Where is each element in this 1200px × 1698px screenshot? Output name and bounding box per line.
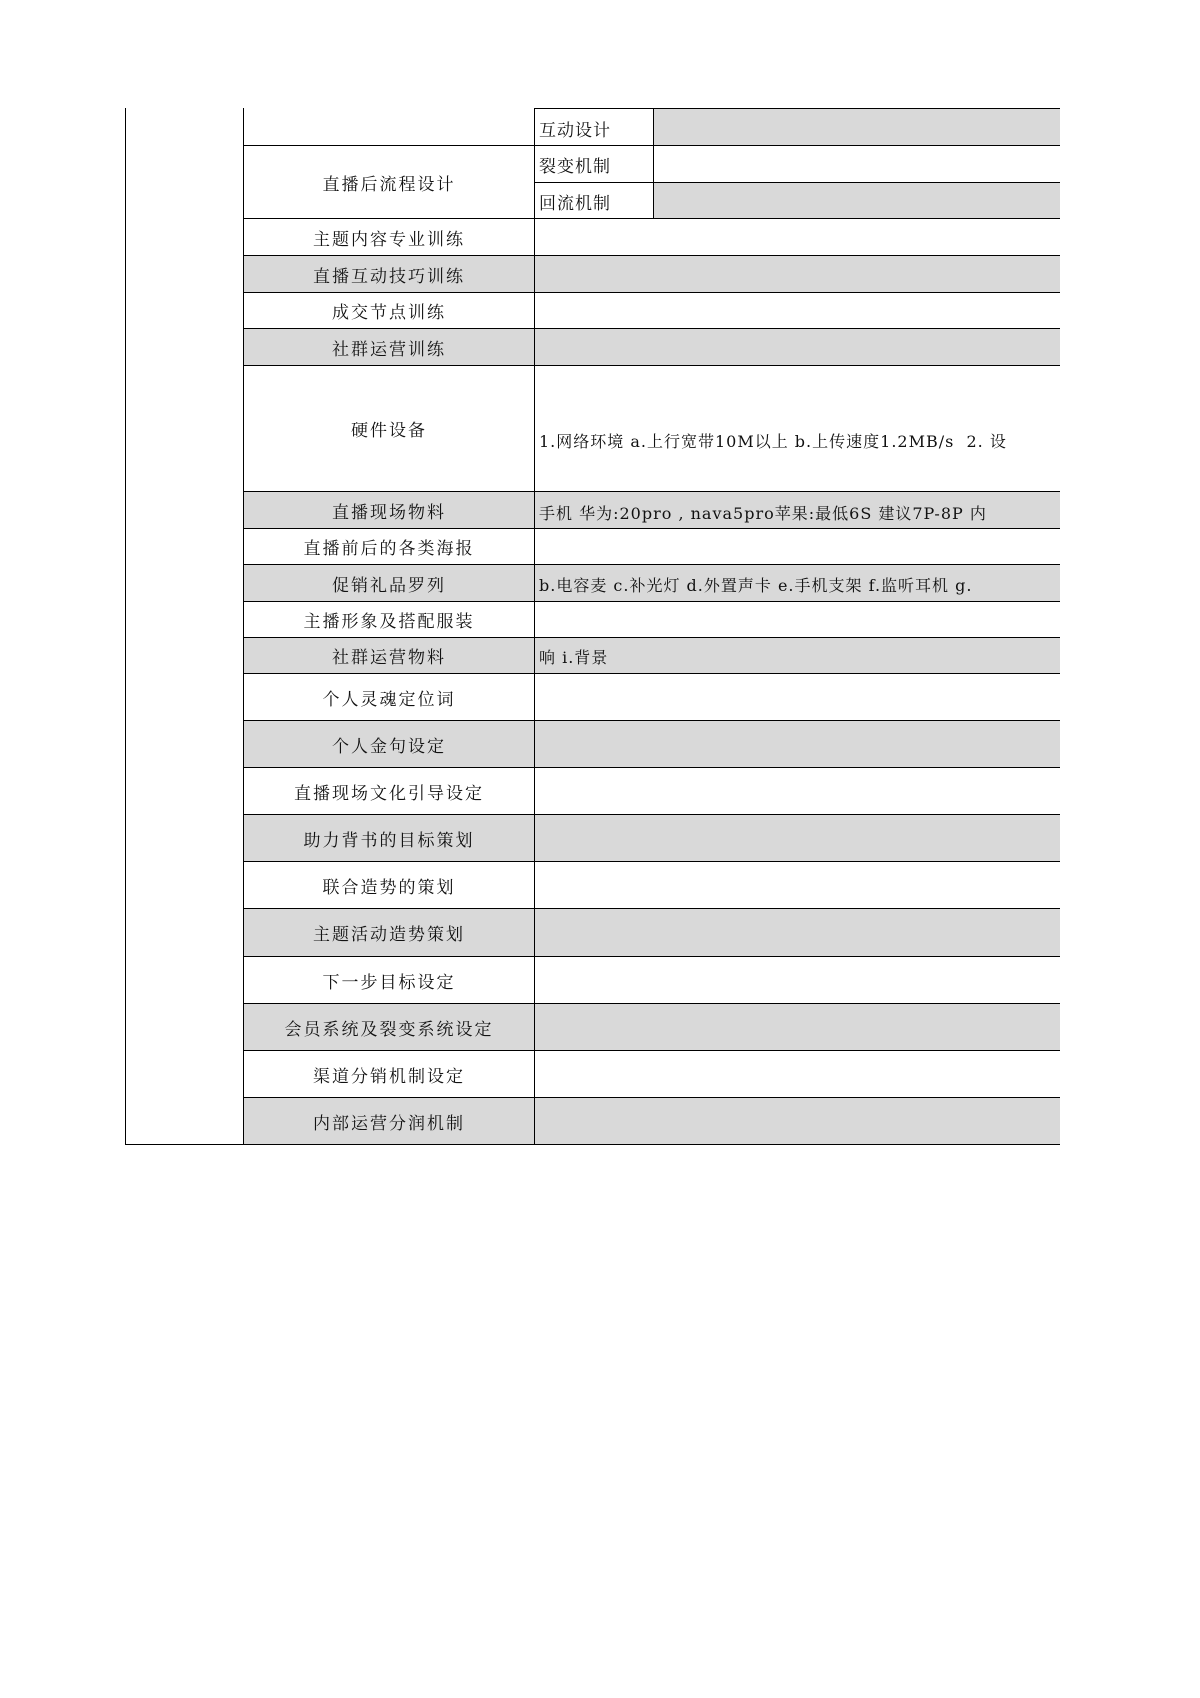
row-label: 渠道分销机制设定	[313, 1066, 465, 1087]
row-label: 成交节点训练	[332, 303, 446, 323]
row-label: 个人金句设定	[332, 736, 446, 757]
col-line-left	[125, 108, 126, 1144]
row-label: 主题活动造势策划	[313, 925, 465, 945]
row-label: 促销礼品罗列	[332, 575, 446, 596]
subrow-label-interaction-design: 互动设计	[539, 120, 611, 141]
row-label: 下一步目标设定	[322, 972, 456, 993]
row-label-hardware: 硬件设备	[351, 421, 427, 441]
col-line-3	[534, 108, 535, 1144]
subrow-label-fission-mechanism: 裂变机制	[539, 156, 611, 177]
hardware-line: 响 i.背景	[539, 648, 609, 667]
subrow-shade-return	[653, 182, 1060, 218]
row-label: 社群运营训练	[332, 339, 446, 360]
row-label: 主播形象及搭配服装	[303, 612, 475, 632]
hardware-line: b.电容麦 c.补光灯 d.外置声卡 e.手机支架 f.监听耳机 g.	[539, 576, 973, 595]
row-line	[534, 108, 1060, 109]
row-label: 社群运营物料	[332, 648, 446, 668]
row-label: 助力背书的目标策划	[303, 830, 475, 851]
hardware-content	[535, 366, 1060, 667]
merged-row-label: 直播后流程设计	[322, 174, 456, 195]
hardware-line: 1.网络环境 a.上行宽带10M以上 b.上传速度1.2MB/s 2. 设	[539, 432, 1007, 451]
subrow-label-return-mechanism: 回流机制	[539, 193, 611, 214]
col-line-4	[653, 108, 654, 218]
row-label: 会员系统及裂变系统设定	[284, 1019, 494, 1040]
row-line-bottom	[125, 1144, 1060, 1145]
row-label: 个人灵魂定位词	[322, 689, 456, 710]
subrow-shade-interaction	[653, 108, 1060, 145]
row-label: 内部运营分润机制	[313, 1113, 465, 1134]
row-label: 直播现场文化引导设定	[294, 783, 484, 804]
row-label: 直播前后的各类海报	[303, 539, 475, 559]
row-label: 直播现场物料	[332, 502, 446, 523]
row-label: 直播互动技巧训练	[313, 266, 465, 287]
row-label: 主题内容专业训练	[313, 229, 465, 250]
row-label: 联合造势的策划	[322, 877, 456, 898]
hardware-line: 手机 华为:20pro , nava5pro苹果:最低6S 建议7P-8P 内	[539, 504, 987, 523]
